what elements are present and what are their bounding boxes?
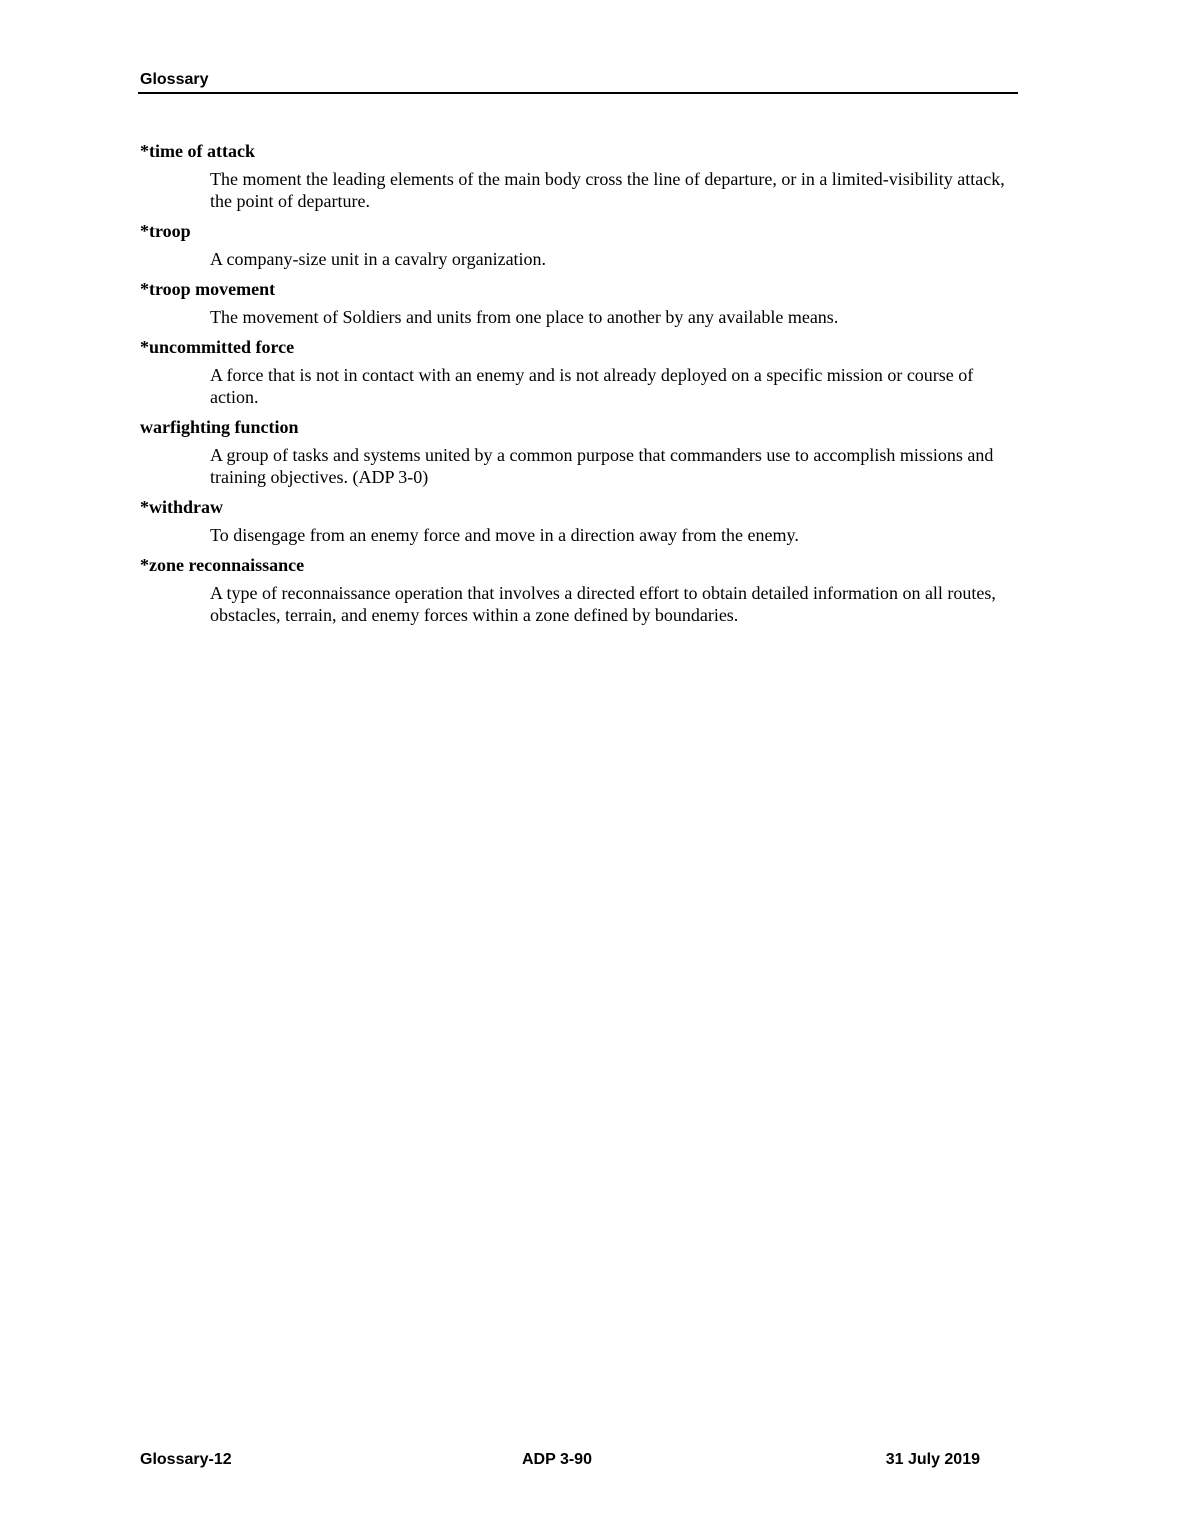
glossary-term: *withdraw (140, 497, 224, 517)
glossary-term: *uncommitted force (140, 337, 295, 357)
glossary-term: *troop (140, 221, 191, 241)
glossary-entry (140, 416, 1020, 488)
running-header (138, 70, 1018, 94)
glossary-definition: The movement of Soldiers and units from one place to another by any available means. (210, 307, 839, 327)
publication-date: 31 July 2019 (885, 1451, 980, 1468)
glossary-definition: A force that is not in contact with an enemy and is not already deployed on a specific mission or course of action. (210, 365, 974, 407)
glossary-entry (140, 140, 1020, 212)
glossary-term: warfighting function (140, 417, 299, 437)
running-footer (140, 1450, 980, 1470)
glossary-entry (140, 554, 1020, 626)
glossary-entry (140, 496, 1020, 546)
glossary-definition: A type of reconnaissance operation that involves a directed effort to obtain detailed information on all routes, obstacles, terrain, and enemy forces within a zone defined by boundaries. (210, 583, 996, 625)
glossary-definition: The moment the leading elements of the main body cross the line of departure, or in a limited-visibility attack, the point of departure. (210, 169, 1005, 211)
glossary-definition: To disengage from an enemy force and move in a direction away from the enemy. (210, 525, 799, 545)
glossary-definition: A group of tasks and systems united by a common purpose that commanders use to accomplish missions and training objectives. (ADP 3-0) (210, 445, 994, 487)
glossary-term: *time of attack (140, 141, 255, 161)
glossary-list (140, 140, 1020, 634)
glossary-term: *troop movement (140, 279, 276, 299)
section-title: Glossary (140, 71, 209, 88)
glossary-term: *zone reconnaissance (140, 555, 305, 575)
publication-id: ADP 3-90 (522, 1451, 592, 1468)
page-number: Glossary-12 (140, 1451, 232, 1468)
glossary-entry (140, 278, 1020, 328)
glossary-definition: A company-size unit in a cavalry organization. (210, 249, 547, 269)
glossary-entry (140, 220, 1020, 270)
glossary-entry (140, 336, 1020, 408)
